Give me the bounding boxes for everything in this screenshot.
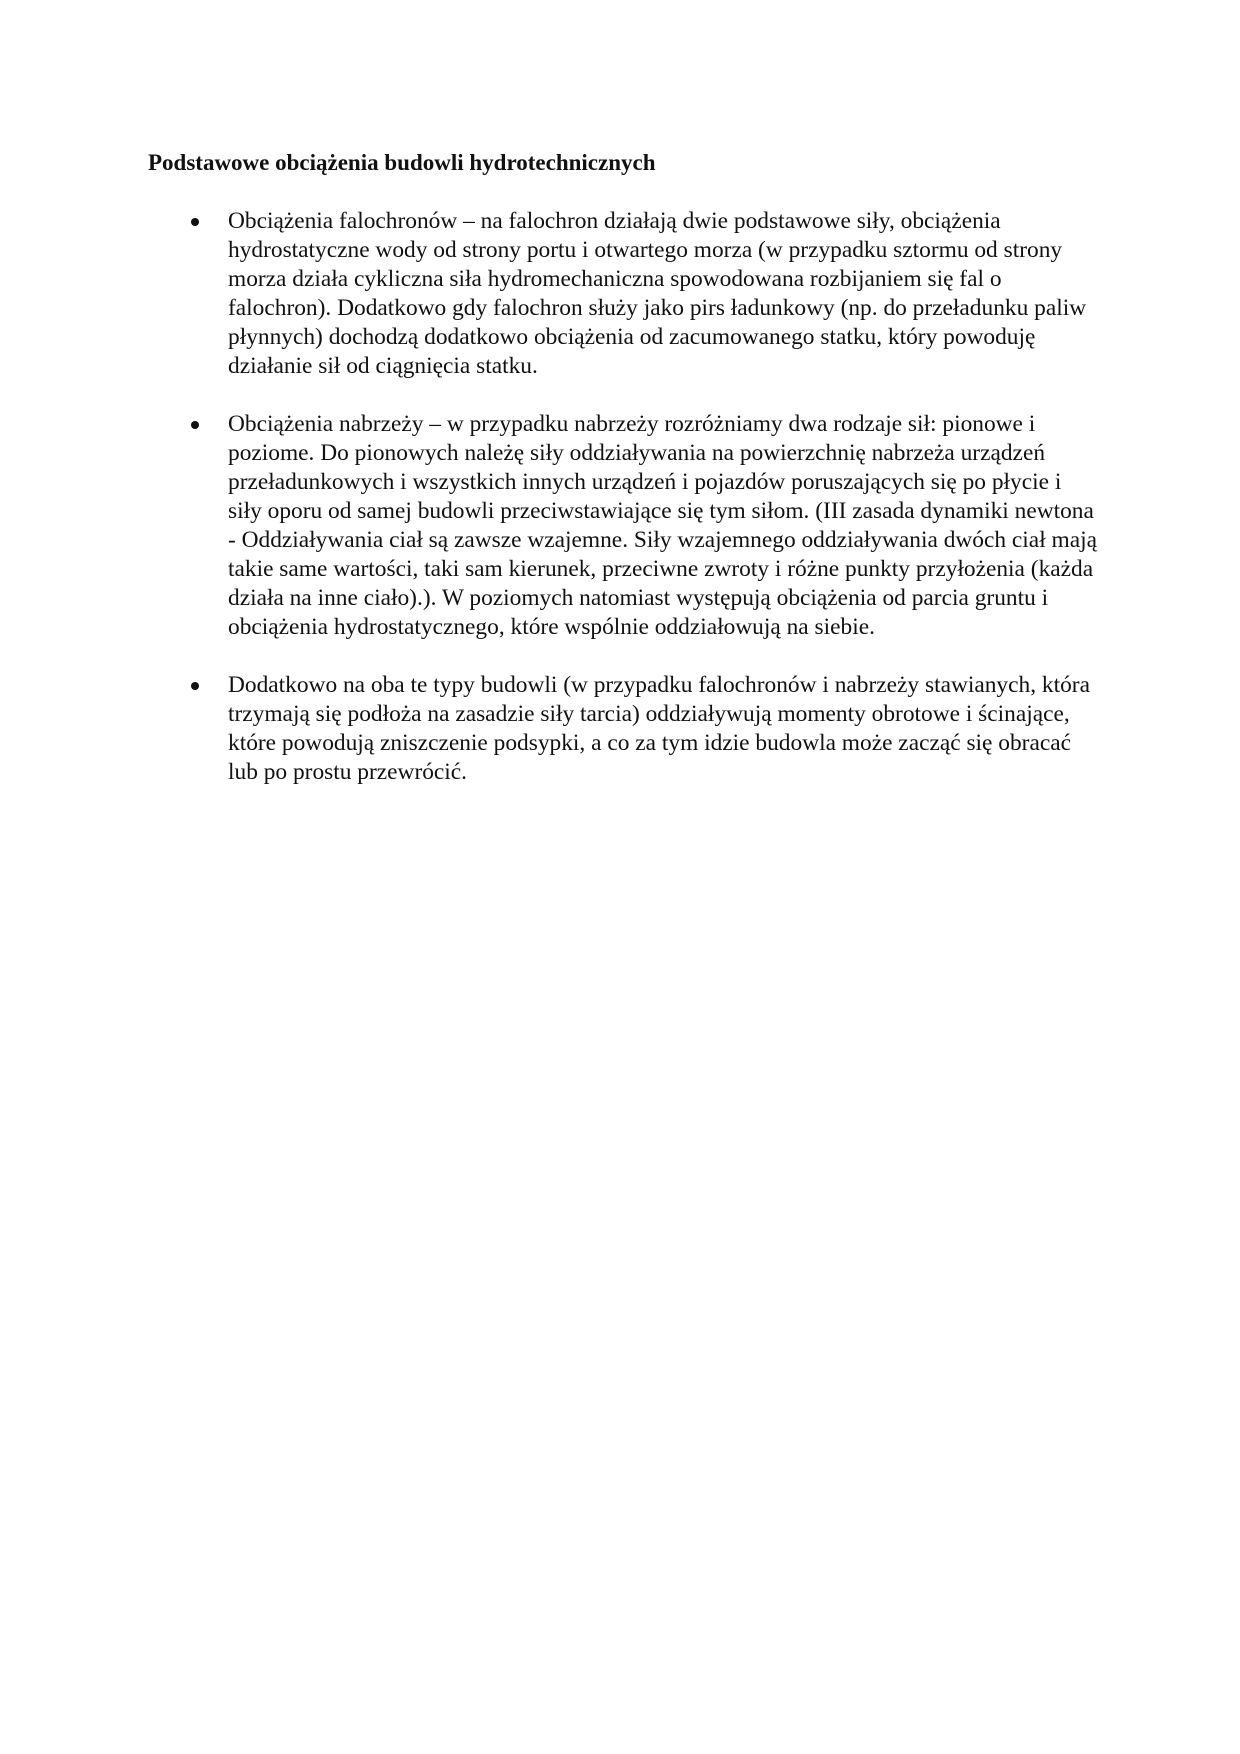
document-title: Podstawowe obciążenia budowli hydrotechnicznych — [148, 150, 656, 175]
list-item — [0, 671, 1240, 787]
list-item-text: Obciążenia falochronów – na falochron działają dwie podstawowe siły, obciążenia hydrostatyczne wody od strony portu i otwartego morza (w przypadku sztormu od strony morza działa cykliczna siła hydromechaniczna spowodowana rozbijaniem się fal o falochron). Dodatkowo gdy falochron służy jako pirs ładunkowy (np. do przeładunku paliw płynnych) dochodzą dodatkowo obciążenia od zacumowanego statku, który powoduję działanie sił od ciągnięcia statku. — [228, 208, 1087, 379]
list-item — [0, 410, 1240, 642]
bullet-icon — [191, 218, 199, 226]
bullet-list — [0, 207, 1240, 787]
list-item-text: Dodatkowo na oba te typy budowli (w przypadku falochronów i nabrzeży stawianych, która trzymają się podłoża na zasadzie siły tarcia) oddziaływują momenty obrotowe i ścinające, które powodują zniszczenie podsypki, a co za tym idzie budowla może zacząć się obracać lub po prostu przewrócić. — [228, 672, 1090, 785]
list-item-text: Obciążenia nabrzeży – w przypadku nabrzeży rozróżniamy dwa rodzaje sił: pionowe i poziome. Do pionowych należę siły oddziaływania na powierzchnię nabrzeża urządzeń przeładunkowych i wszystkich innych urządzeń i pojazdów poruszających się po płycie i siły oporu od samej budowli przeciwstawiające się tym siłom. (III zasada dynamiki newtona - Oddziaływania ciał są zawsze wzajemne. Siły wzajemnego oddziaływania dwóch ciał mają takie same wartości, taki sam kierunek, przeciwne zwroty i różne punkty przyłożenia (każda działa na inne ciało).). W poziomych natomiast występują obciążenia od parcia gruntu i obciążenia hydrostatycznego, które wspólnie oddziałowują na siebie. — [228, 411, 1097, 640]
bullet-icon — [191, 682, 199, 690]
list-item — [0, 207, 1240, 381]
bullet-icon — [191, 421, 199, 429]
